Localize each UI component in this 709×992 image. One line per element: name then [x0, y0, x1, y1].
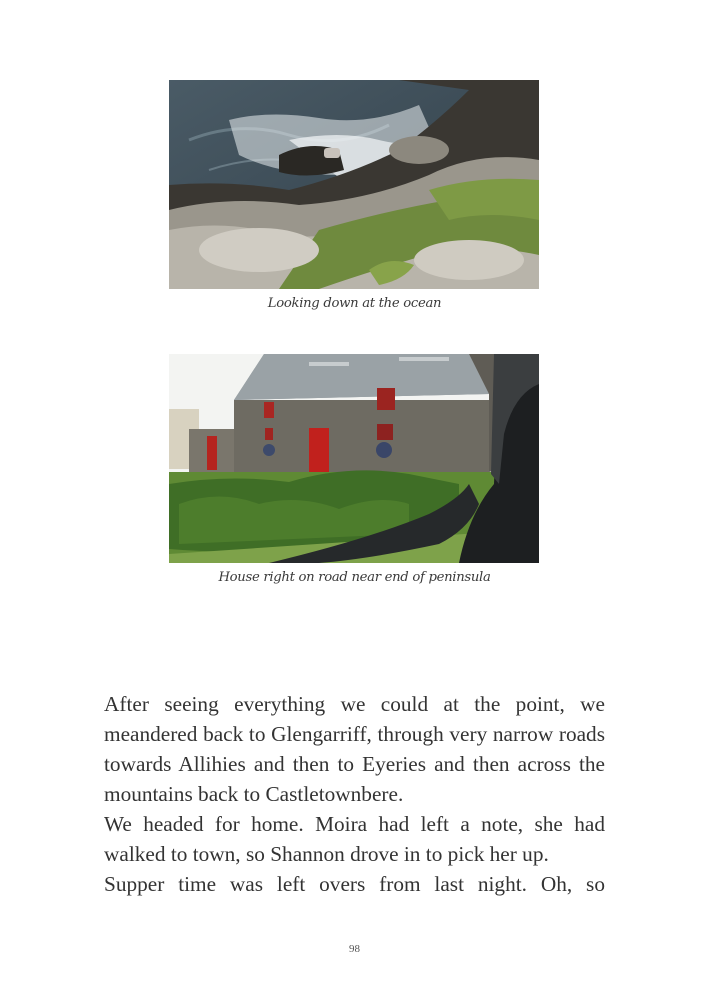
page-number: 98: [349, 943, 360, 955]
body-paragraph-1: After seeing everything we could at the point, we meandered back to Glengarriff, through very narrow roads towards Allihies and then to Eyeries and then across the mountains back to Castletownbere.: [104, 692, 605, 806]
body-text: [104, 689, 605, 899]
ocean-photo-caption: Looking down at the ocean: [267, 296, 442, 311]
stone-house-photo: [169, 354, 539, 563]
body-paragraph-3: Supper time was left overs from last night. Oh, so: [104, 872, 605, 896]
house-photo-caption: House right on road near end of peninsula: [218, 570, 491, 585]
ocean-cliff-photo: [169, 80, 539, 289]
body-paragraph-2: We headed for home. Moira had left a note, she had walked to town, so Shannon drove in to pick her up.: [104, 812, 605, 866]
